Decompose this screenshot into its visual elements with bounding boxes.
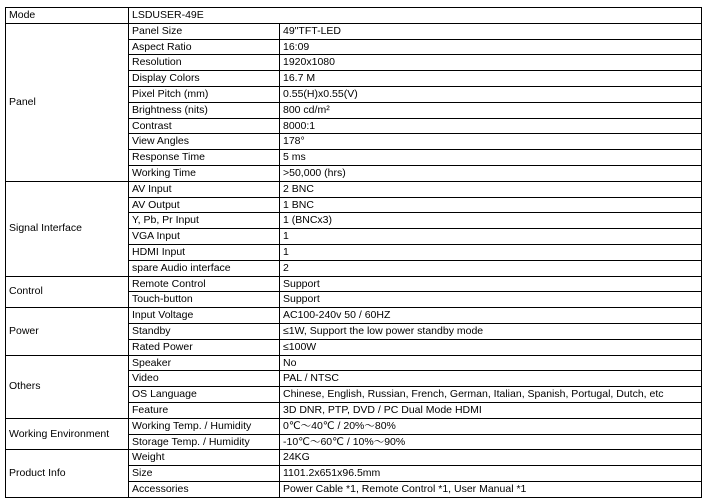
spec-value: AC100-240v 50 / 60HZ [280, 308, 702, 324]
spec-label: AV Input [129, 181, 280, 197]
spec-label: OS Language [129, 387, 280, 403]
spec-value: 1920x1080 [280, 55, 702, 71]
spec-row [6, 418, 702, 434]
spec-value: 5 ms [280, 150, 702, 166]
section-label: Power [6, 308, 129, 355]
spec-label: Working Temp. / Humidity [129, 418, 280, 434]
spec-label: Input Voltage [129, 308, 280, 324]
mode-label: Mode [6, 8, 129, 24]
section-label: Others [6, 355, 129, 418]
spec-row [6, 181, 702, 197]
spec-label: Weight [129, 450, 280, 466]
spec-value: 178° [280, 134, 702, 150]
spec-label: Aspect Ratio [129, 39, 280, 55]
spec-value: PAL / NTSC [280, 371, 702, 387]
spec-row [6, 308, 702, 324]
spec-value: Chinese, English, Russian, French, German, Italian, Spanish, Portugal, Dutch, etc [280, 387, 702, 403]
spec-label: Panel Size [129, 23, 280, 39]
spec-label: Touch-button [129, 292, 280, 308]
spec-label: Pixel Pitch (mm) [129, 86, 280, 102]
spec-value: 1101.2x651x96.5mm [280, 466, 702, 482]
spec-value: 2 [280, 260, 702, 276]
spec-label: Speaker [129, 355, 280, 371]
spec-row [6, 355, 702, 371]
spec-value: Power Cable *1, Remote Control *1, User Manual *1 [280, 481, 702, 497]
spec-value: ≤1W, Support the low power standby mode [280, 323, 702, 339]
spec-label: Brightness (nits) [129, 102, 280, 118]
spec-value: 0.55(H)x0.55(V) [280, 86, 702, 102]
spec-label: Display Colors [129, 71, 280, 87]
spec-label: AV Output [129, 197, 280, 213]
spec-value: 1 BNC [280, 197, 702, 213]
spec-row [6, 276, 702, 292]
spec-row [6, 450, 702, 466]
section-label: Working Environment [6, 418, 129, 450]
spec-row [6, 23, 702, 39]
spec-label: HDMI Input [129, 244, 280, 260]
section-label: Control [6, 276, 129, 308]
spec-label: Response Time [129, 150, 280, 166]
spec-label: Size [129, 466, 280, 482]
section-label: Product Info [6, 450, 129, 497]
spec-value: Support [280, 292, 702, 308]
spec-label: Storage Temp. / Humidity [129, 434, 280, 450]
mode-value: LSDUSER-49E [129, 8, 702, 24]
spec-label: Feature [129, 402, 280, 418]
spec-table [5, 7, 702, 498]
spec-value: No [280, 355, 702, 371]
spec-label: View Angles [129, 134, 280, 150]
spec-value: 1 [280, 229, 702, 245]
spec-label: Remote Control [129, 276, 280, 292]
spec-value: Support [280, 276, 702, 292]
spec-label: Working Time [129, 165, 280, 181]
mode-row [6, 8, 702, 24]
section-label: Signal Interface [6, 181, 129, 276]
spec-label: Video [129, 371, 280, 387]
spec-label: Contrast [129, 118, 280, 134]
spec-label: spare Audio interface [129, 260, 280, 276]
spec-label: Y, Pb, Pr Input [129, 213, 280, 229]
spec-value: 49"TFT-LED [280, 23, 702, 39]
spec-label: VGA Input [129, 229, 280, 245]
spec-label: Accessories [129, 481, 280, 497]
spec-sheet [5, 7, 702, 498]
spec-value: 16:09 [280, 39, 702, 55]
section-label: Panel [6, 23, 129, 181]
spec-value: 24KG [280, 450, 702, 466]
spec-value: 1 (BNCx3) [280, 213, 702, 229]
spec-label: Standby [129, 323, 280, 339]
spec-label: Rated Power [129, 339, 280, 355]
spec-value: 2 BNC [280, 181, 702, 197]
spec-value: 3D DNR, PTP, DVD / PC Dual Mode HDMI [280, 402, 702, 418]
spec-value: 800 cd/m² [280, 102, 702, 118]
spec-value: 16.7 M [280, 71, 702, 87]
spec-value: ≤100W [280, 339, 702, 355]
spec-value: 8000:1 [280, 118, 702, 134]
spec-value: -10℃～60℃ / 10%～90% [280, 434, 702, 450]
spec-value: 0℃～40℃ / 20%～80% [280, 418, 702, 434]
spec-label: Resolution [129, 55, 280, 71]
spec-value: >50,000 (hrs) [280, 165, 702, 181]
spec-value: 1 [280, 244, 702, 260]
